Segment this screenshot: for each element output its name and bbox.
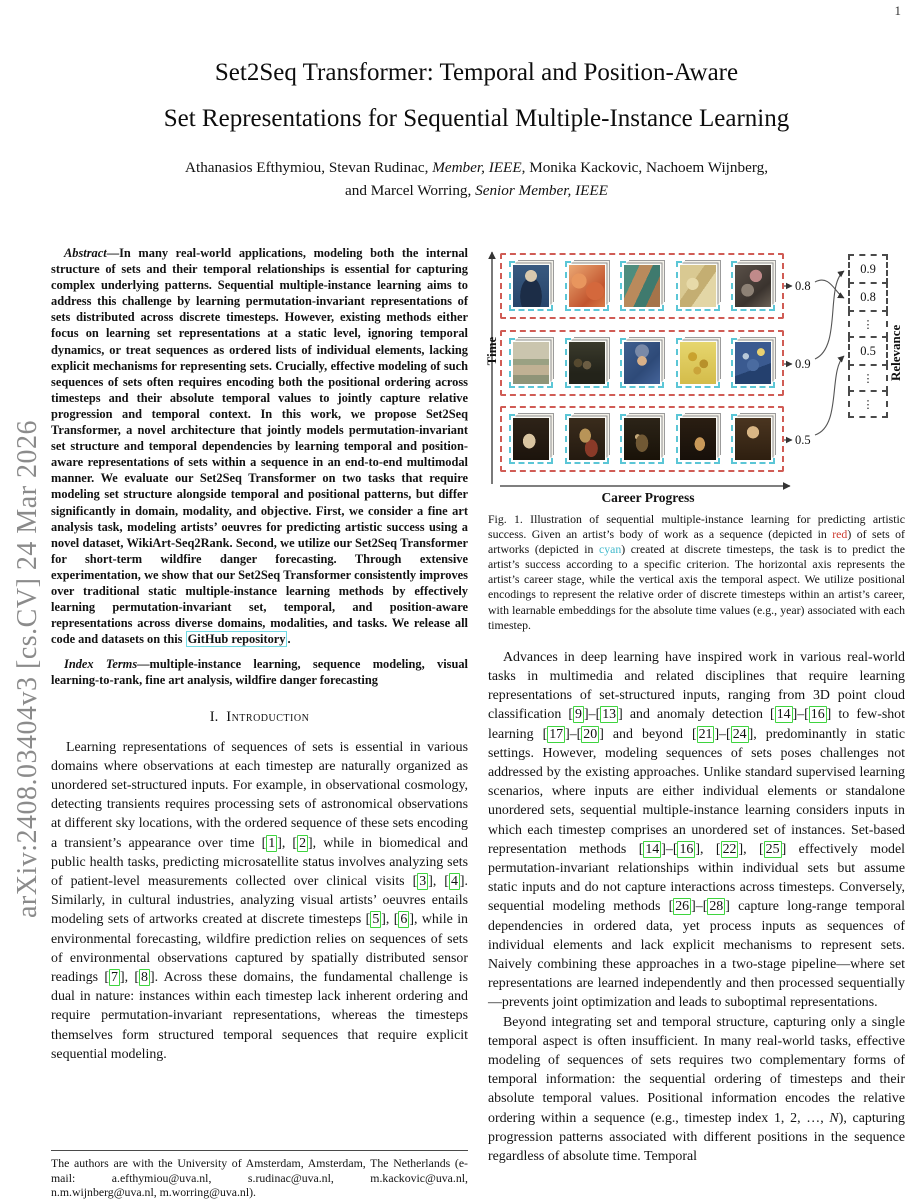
relevance-ranking-stack [848,256,888,418]
row-score-label: 0.5 [795,433,811,447]
citation-link[interactable]: 16 [810,707,825,723]
authors-line-1: Athanasios Efthymiou, Stevan Rudinac, Member, IEEE, Monika Kackovic, Nachoem Wijnberg, [185,159,768,176]
section-heading-introduction [51,709,468,726]
artwork-thumbnail [731,414,775,464]
artwork-thumbnail [565,261,609,311]
author-footnote: The authors are with the University of Amsterdam, Amsterdam, The Netherlands (e-mail: a.efthymiou@uva.nl, s.rudinac@uva.nl, m.kackovic@uva.nl, n.m.wijnberg@uva.nl, m.worring@uva.nl). [51,1156,468,1200]
section-number: I. [209,708,219,725]
citation-link[interactable]: 17 [549,726,564,742]
artwork-thumbnail [676,414,720,464]
authors-line-2: and Marcel Worring, Senior Member, IEEE [345,182,608,199]
artwork-thumbnail [620,338,664,388]
time-axis-label: Time [484,336,499,366]
relevance-slot-ellipsis: ⋮ [848,390,888,418]
body-paragraph-2: Beyond integrating set and temporal structure, capturing only a single temporal aspect is often insufficient. In many real-world tasks, effective modeling of sequences of sets requires two complementary forms of temporal information: the sequential ordering of timesteps and their absolute temporal values. Positional information encodes the relative ordering within a sequence (e.g., timestep index 1, 2, …, N), capturing progression patterns associated with different positions in the sequence regardless of absolute time. Temporal [488,1014,905,1165]
artist-sequence-row-3 [500,406,784,472]
github-repository-link[interactable]: GitHub repository [187,632,286,647]
citation-link[interactable]: 26 [675,899,690,915]
left-column [51,245,468,1064]
paper-title-line-1: Set2Seq Transformer: Temporal and Position-Aware [214,59,739,86]
section-title: Introduction [226,708,310,725]
abstract-paragraph: Abstract—In many real-world applications, modeling both the internal structure of sets and their temporal relationships is essential for capturing complex underlying patterns. Sequential multiple-instance learning aims to address this challenge by learning permutation-invariant representations of sets distributed across discrete timesteps. However, existing methods either focus on learning set representations at a static level, ignoring temporal dynamics, or treat sequences as ordered lists of individual elements, lacking explicit mechanisms for representing sets. Crucially, effective modeling of such sequences of sets often requires encoding both the positional ordering across timesteps and their absolute temporal values to jointly capture relative progression and temporal context. In this work, we propose Set2Seq Transformer, a novel architecture that jointly models permutation-invariant set structure and temporal dependencies by learning temporal and position-aware representations of sets within a sequence in an end-to-end multimodal manner. We evaluate our Set2Seq Transformer on two tasks that require modeling set structure alongside temporal and positional patterns, but differ significantly in domain, modality, and objective. First, we consider a fine art analysis task, modeling artists’ oeuvres for predicting artistic success using a novel dataset, WikiArt-Seq2Rank. Second, we utilize our Set2Seq Transformer for short-term wildfire danger forecasting. Through extensive experimentation, we show that our Set2Seq Transformer consistently improves over traditional static multiple-instance learning methods by effectively learning permutation-invariant set, temporal, and position-aware representations across diverse domains, modalities, and tasks. We release all code and datasets on this GitHub repository . [51,246,468,647]
relevance-axis-label: Relevance [888,324,903,382]
citation-link[interactable]: 9 [575,707,582,723]
relevance-slot-ellipsis: ⋮ [848,310,888,338]
citation-link[interactable]: 5 [372,912,380,928]
right-column [488,512,905,1166]
intro-paragraph: Learning representations of sequences of sets is essential in various domains where observations at each timestep are naturally organized as unordered set-structured inputs. For example, in observational cosmology, detecting transients requires processing sets of astronomical observations at different sky locations, with the ordered sequence of these sets encoding a transient’s appearance over time [ 1 ], [ 2 ], while in biomedical and public health tasks, predicting microsatellite status involves analyzing sets of patient-level measurements collected over clinical visits [ 3 ], [ 4 ]. Similarly, in cultural industries, analyzing visual artists’ oeuvres entails modeling sets of artworks created at discrete timesteps [ 5 ], [ 6 ], while in environmental forecasting, wildfire prediction relies on sequences of sets of environmental observations captured by spatially distributed sensor readings [ 7 ], [ 8 ]. Across these domains, the fundamental challenge is dual in nature: instances within each timestep lack inherent ordering and require permutation-invariant representations, whereas the timesteps themselves form structured temporal sequences that require explicit sequential modeling. [51,739,469,1062]
artwork-thumbnail [731,338,775,388]
citation-link[interactable]: 24 [732,726,747,742]
citation-link[interactable]: 4 [450,873,458,889]
paper-title-line-2: Set Representations for Sequential Multiple-Instance Learning [163,105,790,132]
index-terms-paragraph: Index Terms—multiple-instance learning, sequence modeling, visual learning-to-rank, fine art analysis, wildfire danger forecasting [51,657,468,688]
artwork-thumbnail [731,261,775,311]
artwork-thumbnail [620,261,664,311]
relevance-slot: 0.9 [848,254,888,284]
figure-1 [478,243,909,513]
citation-link[interactable]: 20 [583,726,598,742]
citation-link[interactable]: 21 [698,726,713,742]
artwork-thumbnail [509,338,553,388]
row-score-label: 0.8 [795,279,811,293]
citation-link[interactable]: 16 [679,841,694,857]
citation-link[interactable]: 6 [400,912,408,928]
citation-link[interactable]: 22 [722,841,737,857]
citation-link[interactable]: 8 [141,969,148,985]
figure-1-caption: Fig. 1. Illustration of sequential multiple-instance learning for predicting artistic success. Given an artist’s body of work as a sequence (depicted in red) of sets of artworks (depicted in cyan) created at discrete timesteps, the task is to predict the artist’s success according to a specific criterion. The horizontal axis represents the artist’s career stage, while the vertical axis the temporal aspect. We utilize positional encodings to represent the relative order of discrete timesteps within an artist’s career, with learnable embeddings for the absolute time values (e.g., year) associated with each timestep. [488,512,905,632]
authors-block [48,156,905,202]
citation-link[interactable]: 14 [645,841,660,857]
citation-link[interactable]: 1 [268,835,276,851]
footnote-separator [51,1150,468,1151]
artwork-thumbnail [509,414,553,464]
career-progress-axis-label: Career Progress [601,490,695,505]
artwork-thumbnail [509,261,553,311]
citation-link[interactable]: 7 [111,969,118,985]
body-paragraph-1: Advances in deep learning have inspired work in various real-world tasks in multimedia and related disciplines that require learning representations of set-structured inputs, ranging from 3D point cloud classification [ 9 ]–[ 13 ] and anomaly detection [ 14 ]–[ 16 ] to few-shot learning [ 17 ]–[ 20 ] and beyond [ 21 ]–[ 24 ], predominantly in static settings. However, modeling sequences of sets poses challenges not addressed by the existing approaches. Unlike standard supervised learning scenarios, where inputs are either individual elements or standalone unordered sets, sequential multiple-instance learning considers inputs in which each timestep comprises an unordered set of instances. Set-based representation methods [ 14 ]–[ 16 ], [ 22 ], [ 25 ] effectively model permutation-invariant relationships within individual sets but assume static inputs and do not capture interactions across timesteps. Conversely, sequential modeling methods [ 26 ]–[ 28 ] capture long-range temporal dependencies in ordered data, yet process inputs as sequences of individual elements and lack explicit mechanisms to represent sets. Naively combining these approaches in a two-stage pipeline—where set representations are learned independently and then processed sequentially—prevents joint optimization and leads to suboptimal representations. [488,649,906,1011]
artwork-thumbnail [565,338,609,388]
citation-link[interactable]: 2 [299,835,307,851]
row-score-label: 0.9 [795,357,811,371]
relevance-slot-ellipsis: ⋮ [848,364,888,392]
artwork-thumbnail [565,414,609,464]
relevance-slot: 0.8 [848,282,888,312]
artwork-thumbnail [676,338,720,388]
artwork-thumbnail [676,261,720,311]
citation-link[interactable]: 13 [602,707,617,723]
citation-link[interactable]: 28 [709,899,724,915]
artwork-thumbnail [620,414,664,464]
citation-link[interactable]: 14 [776,707,791,723]
artist-sequence-row-1 [500,253,784,319]
citation-link[interactable]: 25 [765,841,780,857]
page-number: 1 [894,3,901,18]
relevance-slot: 0.5 [848,336,888,366]
arxiv-watermark: arXiv:2408.03404v3 [cs.CV] 24 Mar 2026 [12,419,43,918]
title-block [48,50,905,202]
artist-sequence-row-2 [500,330,784,396]
citation-link[interactable]: 3 [419,873,427,889]
